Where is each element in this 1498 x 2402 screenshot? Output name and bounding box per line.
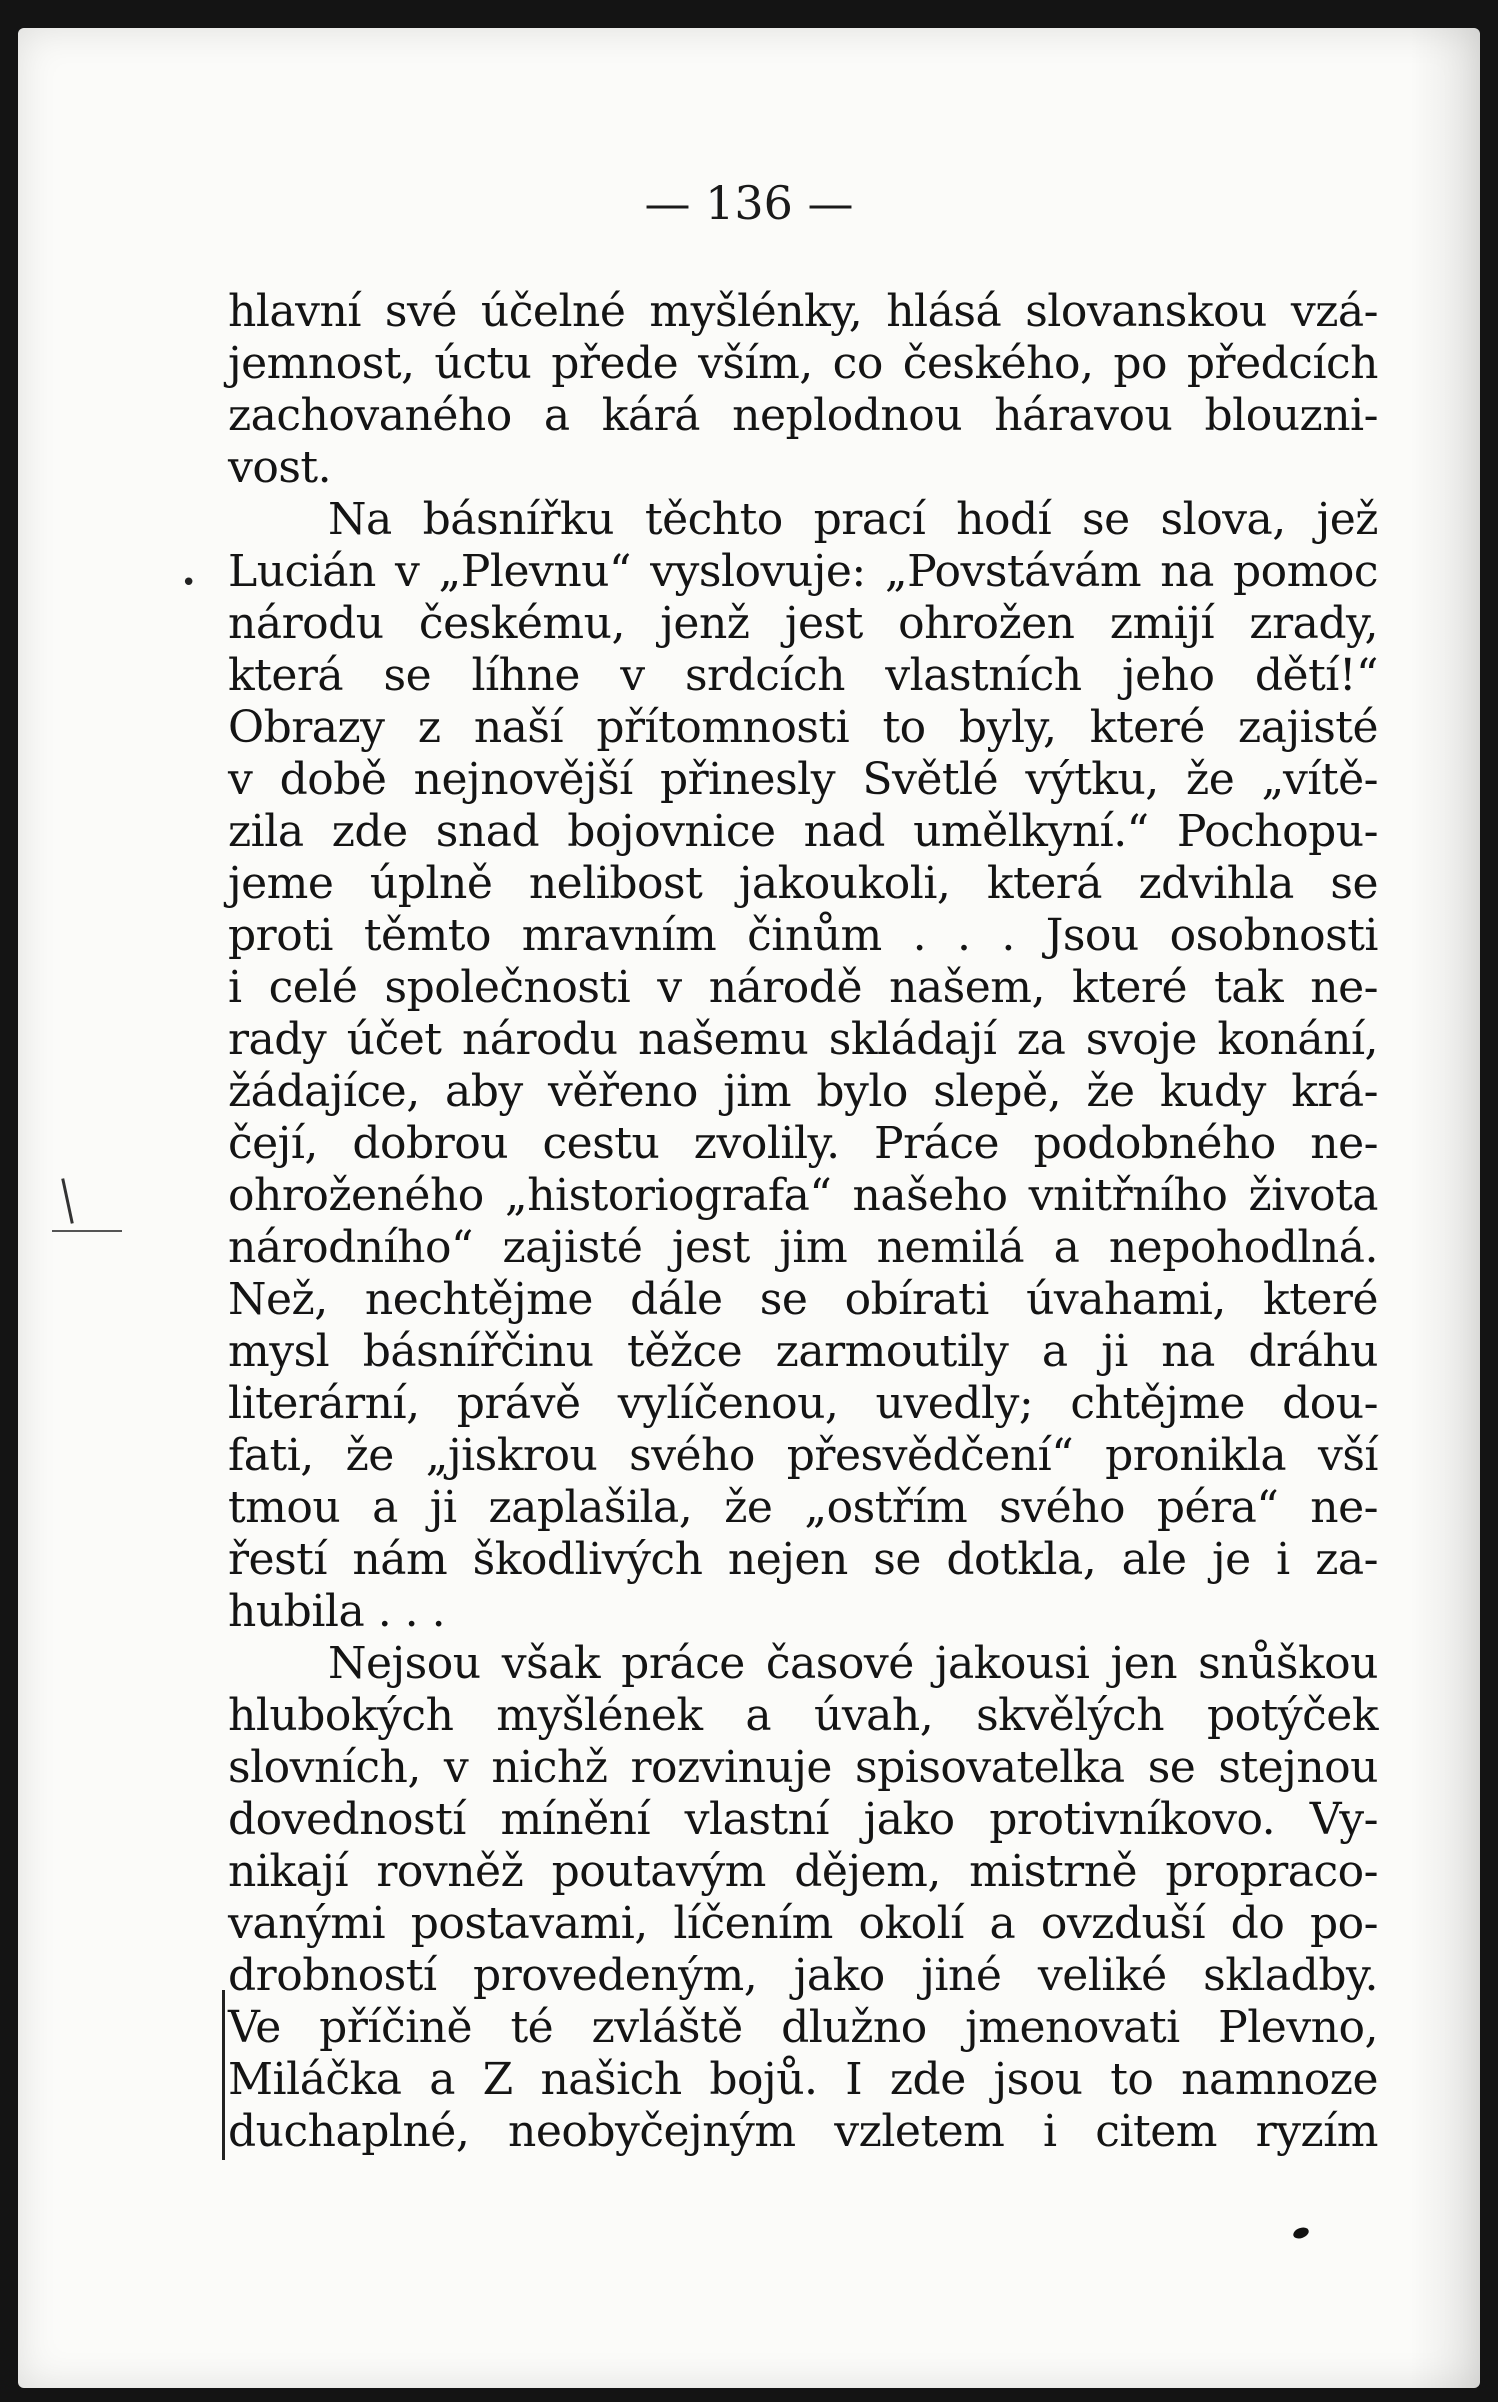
text-line: zachovaného a kárá neplodnou háravou blouzni- xyxy=(228,390,1378,441)
text-line: v době nejnovější přinesly Světlé výtku, že „vítě- xyxy=(228,754,1378,805)
text-line: Obrazy z naší přítomnosti to byly, které zajisté xyxy=(228,702,1378,753)
text-line: Na básnířku těchto prací hodí se slova, jež xyxy=(328,494,1378,545)
margin-pencil-tick xyxy=(61,1178,73,1224)
text-line: rady účet národu našemu skládají za svoje konání, xyxy=(228,1014,1378,1065)
text-line: literární, právě vylíčenou, uvedly; chtějme dou- xyxy=(228,1378,1378,1429)
text-line: zila zde snad bojovnice nad umělkyní.“ Pochopu- xyxy=(228,806,1378,857)
text-line: jeme úplně nelibost jakoukoli, která zdvihla se xyxy=(228,858,1378,909)
text-line: proti těmto mravním činům . . . Jsou osobnosti xyxy=(228,910,1378,961)
text-line: ohroženého „historiografa“ našeho vnitřního života xyxy=(228,1170,1378,1221)
text-line: hubila . . . xyxy=(228,1586,446,1637)
body-text xyxy=(228,286,1378,2158)
text-line: fati, že „jiskrou svého přesvědčení“ pronikla vší xyxy=(228,1430,1378,1481)
text-line: čejí, dobrou cestu zvolily. Práce podobného ne- xyxy=(228,1118,1378,1169)
text-line: Miláčka a Z našich bojů. I zde jsou to namnoze xyxy=(228,2054,1378,2105)
text-line: Než, nechtějme dále se obírati úvahami, které xyxy=(228,1274,1378,1325)
text-line: vanými postavami, líčením okolí a ovzduší do po- xyxy=(228,1898,1378,1949)
text-line: která se líhne v srdcích vlastních jeho dětí!“ xyxy=(228,650,1378,701)
text-line: vost. xyxy=(228,442,332,493)
text-line: národního“ zajisté jest jim nemilá a nepohodlná. xyxy=(228,1222,1378,1273)
text-line: drobností provedeným, jako jiné veliké skladby. xyxy=(228,1950,1378,2001)
text-line: hlubokých myšlének a úvah, skvělých potýček xyxy=(228,1690,1378,1741)
ink-spot xyxy=(1292,2226,1310,2241)
margin-bullet-mark: • xyxy=(181,568,197,598)
page-edge-shadow xyxy=(1410,28,1480,2388)
text-line: národu českému, jenž jest ohrožen zmijí zrady, xyxy=(228,598,1378,649)
text-line: Lucián v „Plevnu“ vyslovuje: „Povstávám na pomoc xyxy=(228,546,1378,597)
text-line: mysl básnířčinu těžce zarmoutily a ji na dráhu xyxy=(228,1326,1378,1377)
margin-pencil-dash xyxy=(52,1230,122,1232)
text-line: řestí nám škodlivých nejen se dotkla, ale je i za- xyxy=(228,1534,1378,1585)
margin-pencil-bar xyxy=(222,1990,225,2160)
book-page xyxy=(18,28,1480,2388)
text-line: žádajíce, aby věřeno jim bylo slepě, že kudy krá- xyxy=(228,1066,1378,1117)
text-line: slovních, v nichž rozvinuje spisovatelka se stejnou xyxy=(228,1742,1378,1793)
text-line: Ve příčině té zvláště dlužno jmenovati Plevno, xyxy=(228,2002,1378,2053)
text-line: dovedností mínění vlastní jako protivníkovo. Vy- xyxy=(228,1794,1378,1845)
page-number: — 136 — xyxy=(644,176,854,230)
text-line: hlavní své účelné myšlénky, hlásá slovanskou vzá- xyxy=(228,286,1378,337)
text-line: duchaplné, neobyčejným vzletem i citem ryzím xyxy=(228,2106,1378,2157)
text-line: i celé společnosti v národě našem, které tak ne- xyxy=(228,962,1378,1013)
text-line: Nejsou však práce časové jakousi jen snůškou xyxy=(328,1638,1378,1689)
text-line: nikají rovněž poutavým dějem, mistrně propraco- xyxy=(228,1846,1378,1897)
text-line: jemnost, úctu přede vším, co českého, po předcích xyxy=(228,338,1378,389)
text-line: tmou a ji zaplašila, že „ostřím svého péra“ ne- xyxy=(228,1482,1378,1533)
